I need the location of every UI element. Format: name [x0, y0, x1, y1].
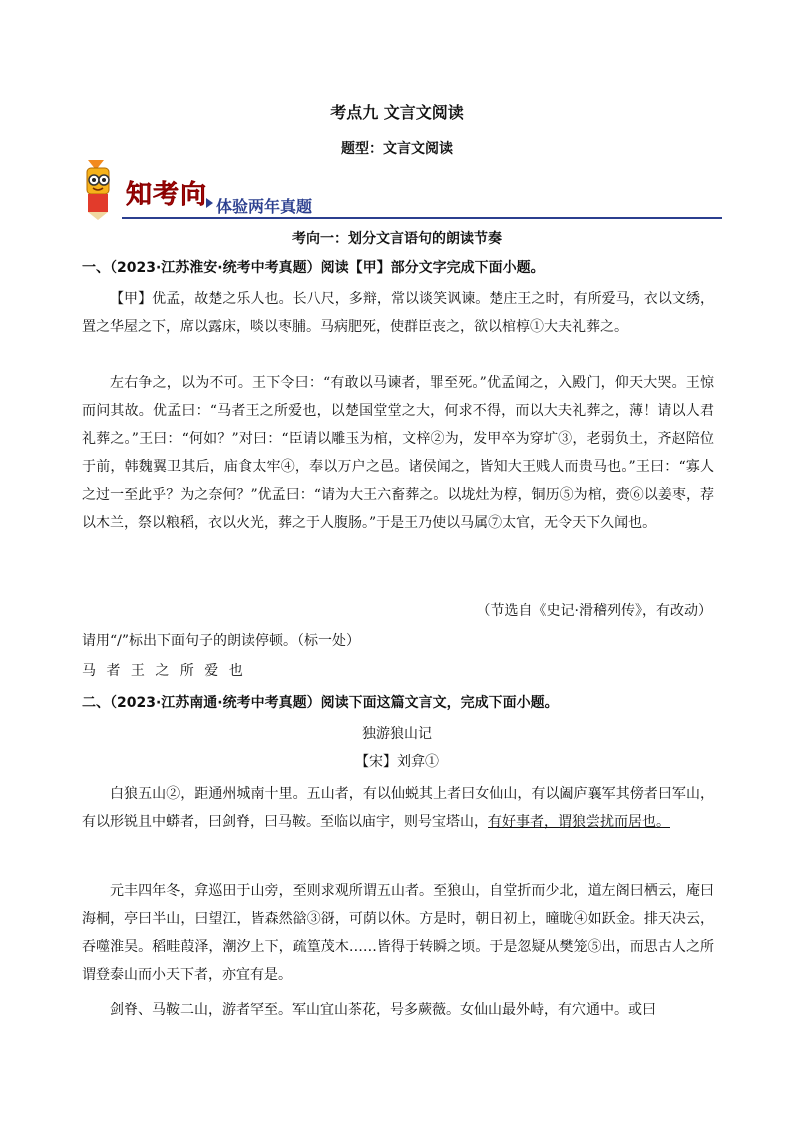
banner-tagline: 体验两年真题	[216, 197, 313, 216]
section-title: 考向一：划分文言语句的朗读节奏	[292, 231, 502, 247]
q1-paragraph-2: 左右争之，以为不可。王下令曰：“有敢以马谏者，罪至死。”优孟闻之，入殿门，仰天大哭。王惊而问其故。优孟曰：“马者王之所爱也，以楚国堂堂之大，何求不得，而以大夫礼葬之，薄！请以人君礼葬之。”王曰：“何如？”对曰：“臣请以雕玉为棺，文梓②为，发甲卒为穿圹③，老弱负土，齐赵陪位于前，韩魏翼卫其后，庙食太牢④，奉以万户之邑。诸侯闻之，皆知大王贱人而贵马也。”王曰：“寡人之过一至此乎？为之奈何？”优孟曰：“请为大王六畜葬之。以垅灶为椁，铜历⑤为棺，赍⑥以姜枣，荐以木兰，祭以粮稻，衣以火光，葬之于人腹肠。”于是王乃使以马属⑦太官，无令天下久闻也。	[82, 375, 714, 531]
q2-paragraph-1	[82, 780, 714, 836]
question-2-header: 二、（2023·江苏南通·统考中考真题）阅读下面这篇文言文，完成下面小题。	[82, 695, 559, 711]
q2-essay-title: 独游狼山记	[362, 726, 432, 742]
q1-paragraph-1: 【甲】优孟，故楚之乐人也。长八尺，多辩，常以谈笑讽谏。楚庄王之时，有所爱马，衣以文绣，置之华屋之下，席以露床，啖以枣脯。马病肥死，使群臣丧之，欲以棺椁①大夫礼葬之。	[82, 291, 714, 335]
q2-paragraph-3: 剑脊、马鞍二山，游者罕至。军山宜山茶花，号多蕨薇。女仙山最外峙，有穴通中。或曰	[110, 1002, 656, 1018]
q2-author: 【宋】刘弇①	[355, 754, 439, 770]
banner-brand: 知考向	[126, 180, 208, 210]
q2-p1-text: 白狼五山②，距通州城南十里。五山者，有以仙蜕其上者曰女仙山，有以阖庐襄军其傍者曰军山，有以形锐且中蟒者，曰剑脊，曰马鞍。至临以庙宇，则号宝塔山，	[82, 786, 714, 830]
q1-instruction: 请用“/”标出下面句子的朗读停顿。（标一处）	[82, 633, 361, 649]
q2-paragraph-2: 元丰四年冬，弇巡田于山旁，至则求观所谓五山者。至狼山，自堂折而少北，道左阁曰栖云，庵曰海桐，亭曰半山，曰望江，皆森然谽③谺，可荫以休。方是时，朝日初上，曈昽④如跃金。排天决云，吞噬淮吴。稻畦葭泽，潮汐上下，疏篁茂木……皆得于转瞬之顷。于是忽疑从樊笼⑤出，而思古人之所谓登泰山而小天下者，亦宜有是。	[82, 883, 714, 983]
page-title: 考点九 文言文阅读	[330, 103, 464, 122]
q2-p1-underlined: 有好事者，谓狼尝扰而居也。	[488, 814, 670, 830]
arrow-right-icon	[206, 198, 213, 208]
pencil-mascot-icon	[82, 160, 128, 220]
banner-underline	[122, 217, 722, 219]
q1-source: （节选自《史记·滑稽列传》，有改动）	[476, 603, 712, 619]
section-banner	[82, 160, 722, 220]
q1-sentence: 马 者 王 之 所 爱 也	[82, 663, 246, 679]
question-type: 题型：文言文阅读	[341, 141, 453, 157]
question-1-header: 一、（2023·江苏淮安·统考中考真题）阅读【甲】部分文字完成下面小题。	[82, 260, 545, 276]
